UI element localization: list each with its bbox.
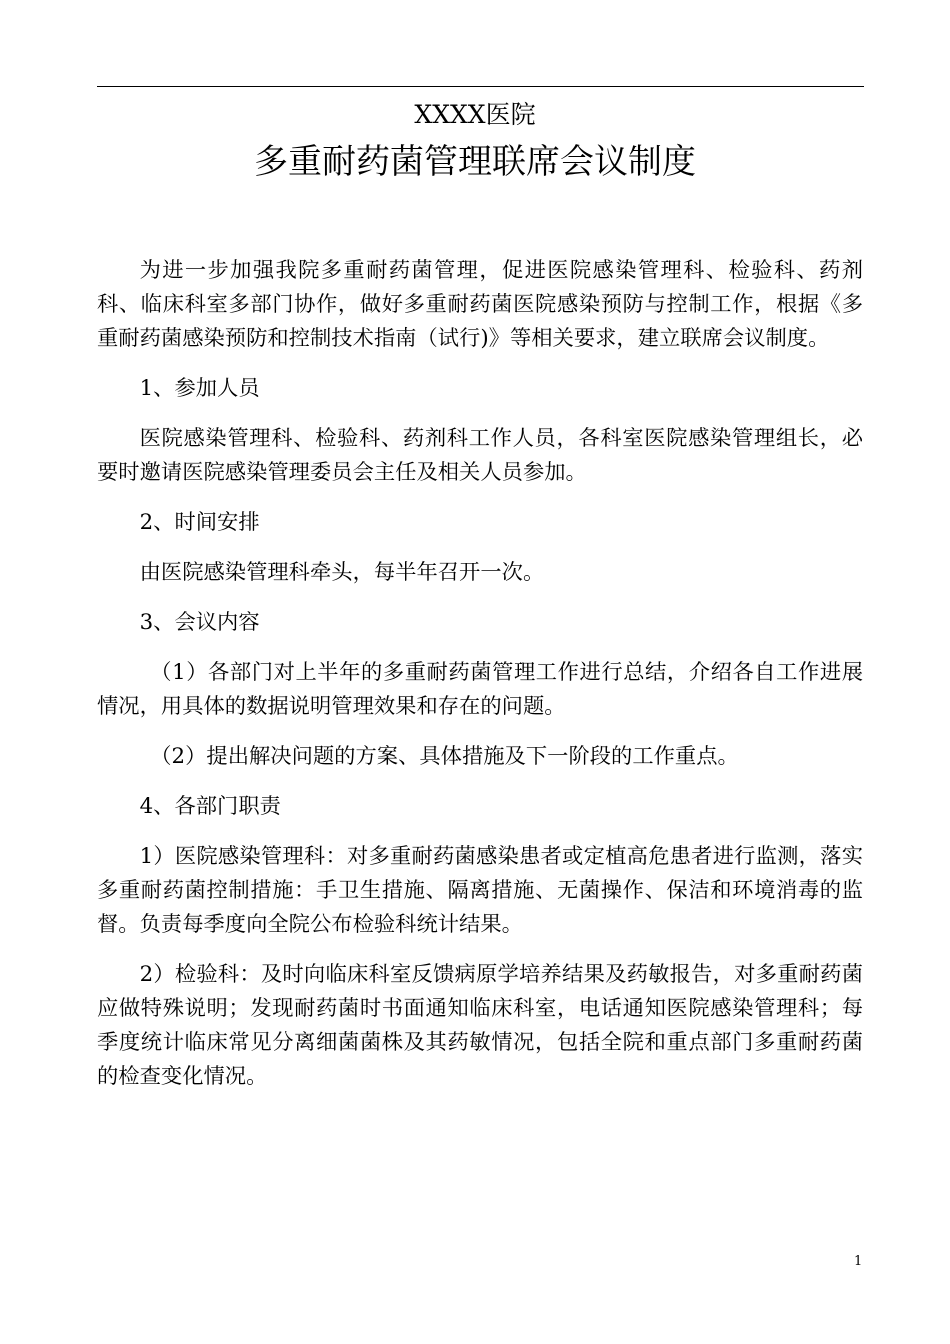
section-heading-responsibilities: 4、各部门职责: [139, 794, 281, 819]
header-rule: [97, 86, 864, 87]
section-heading-meeting-content: 3、会议内容: [139, 610, 260, 635]
responsibility-infection-control: 1）医院感染管理科：对多重耐药菌感染患者或定植高危患者进行监测，落实多重耐药菌控制措施：手卫生措施、隔离措施、无菌操作、保洁和环境消毒的监督。负责每季度向全院公布检验科统计结果。: [97, 844, 863, 937]
document-title: 多重耐药菌管理联席会议制度: [254, 142, 696, 182]
meeting-content-item-1: （1）各部门对上半年的多重耐药菌管理工作进行总结，介绍各自工作进展情况，用具体的数据说明管理效果和存在的问题。: [97, 660, 863, 719]
meeting-content-item-2: （2）提出解决问题的方案、具体措施及下一阶段的工作重点。: [150, 744, 739, 769]
hospital-name: XXXX医院: [414, 100, 536, 129]
participants-paragraph: 医院感染管理科、检验科、药剂科工作人员，各科室医院感染管理组长，必要时邀请医院感染管理委员会主任及相关人员参加。: [97, 426, 863, 485]
document-body: [97, 254, 863, 1110]
section-heading-participants: 1、参加人员: [139, 376, 260, 401]
section-heading-schedule: 2、时间安排: [139, 510, 260, 535]
schedule-paragraph: 由医院感染管理科牵头，每半年召开一次。: [139, 560, 545, 585]
responsibility-laboratory: 2）检验科：及时向临床科室反馈病原学培养结果及药敏报告，对多重耐药菌应做特殊说明；发现耐药菌时书面通知临床科室，电话通知医院感染管理科；每季度统计临床常见分离细菌菌株及其药敏情况，包括全院和重点部门多重耐药菌的检查变化情况。: [97, 962, 863, 1089]
intro-paragraph: 为进一步加强我院多重耐药菌管理，促进医院感染管理科、检验科、药剂科、临床科室多部门协作，做好多重耐药菌医院感染预防与控制工作，根据《多重耐药菌感染预防和控制技术指南（试行)》等相关要求，建立联席会议制度。: [97, 258, 863, 351]
page-number: 1: [854, 1254, 863, 1269]
